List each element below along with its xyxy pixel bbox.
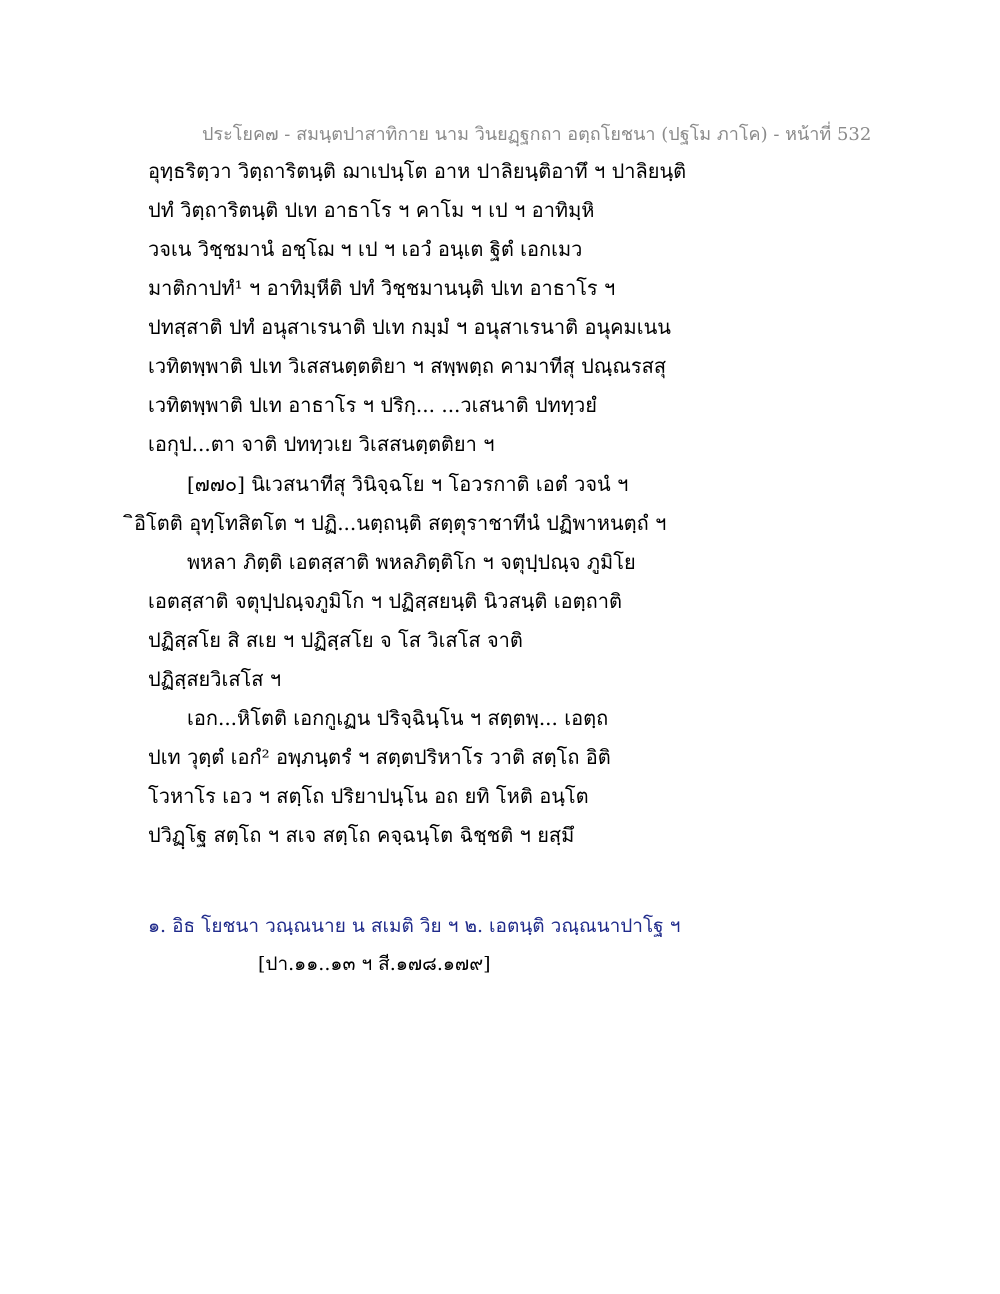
body-line: ปฏิสฺสโย สิ สเย ฯ ปฏิสฺสโย จ โส วิเสโส จาติ: [148, 628, 523, 652]
body-line: มาติกาปทํ¹ ฯ อาทิมฺหีติ ปทํ วิชฺชมานนฺติ ปเท อาธาโร ฯ: [148, 276, 616, 300]
page-header: ประโยค๗ - สมนฺตปาสาทิกาย นาม วินยฏฺฐกถา อตฺถโยชนา (ปฐโม ภาโค) - หน้าที่ 532: [202, 124, 872, 145]
body-line: เวทิตพฺพาติ ปเท อาธาโร ฯ ปริกฺ... ...วเสนาติ ปททฺวยํ: [148, 393, 597, 417]
body-line: ปฏิสฺสยวิเสโส ฯ: [148, 667, 282, 691]
body-line: ปเท วุตฺตํ เอกํ² อพฺภนฺตรํ ฯ สตฺตปริหาโร วาติ สตฺโถ อิติ: [148, 745, 611, 769]
body-line: ปวิฏฺโฐ สตฺโถ ฯ สเจ สตฺโถ คจฺฉนฺโต ฉิชฺชติ ฯ ยสฺมึ: [148, 823, 575, 847]
paragraph-start-line: [๗๗๐] นิเวสนาทีสุ วินิจฺฉโย ฯ โอวรกาติ เอตํ วจนํ ฯ: [187, 472, 629, 496]
body-line: เอกุป...ตา จาติ ปททฺวเย วิเสสนตฺตติยา ฯ: [148, 432, 495, 456]
footnote-line: ๑. อิธ โยชนา วณฺณนาย น สเมติ วิย ฯ ๒. เอตนฺติ วณฺณนาปาโฐ ฯ: [148, 915, 681, 937]
body-line: เอตสฺสาติ จตุปฺปณฺจภูมิโก ฯ ปฏิสฺสยนฺติ นิวสนฺติ เอตฺถาติ: [148, 589, 622, 613]
body-line: เวทิตพฺพาติ ปเท วิเสสนตฺตติยา ฯ สพฺพตฺถ คามาทีสุ ปณฺณรสสุ: [148, 354, 667, 378]
body-line: ปทสฺสาติ ปทํ อนุสาเรนาติ ปเท กมฺมํ ฯ อนุสาเรนาติ อนุคมเนน: [148, 315, 671, 339]
body-line: ิอิโตติ อุทฺโทสิตโต ฯ ปฏิ...นตฺถนฺติ สตฺตุราชาทีนํ ปฏิพาหนตฺถํ ฯ: [134, 511, 667, 535]
body-line: อุทฺธริตฺวา วิตฺถาริตนฺติ ฌาเปนฺโต อาห ปาลิยนฺติอาทึ ฯ ปาลิยนฺติ: [148, 159, 687, 183]
body-line: โวหาโร เอว ฯ สตฺโถ ปริยาปนฺโน อถ ยทิ โหติ อนฺโต: [148, 784, 589, 808]
paragraph-start-line: พหลา ภิตฺติ เอตสฺสาติ พหลภิตฺติโก ฯ จตุปฺปณฺจ ภูมิโย: [187, 550, 636, 574]
body-line: วจเน วิชฺชมานํ อชฺโฌ ฯ เป ฯ เอวํ อนฺเต ฐิตํ เอกเมว: [148, 237, 583, 261]
footnote-reference: [ปา.๑๑..๑๓ ฯ สี.๑๗๘.๑๗๙]: [258, 953, 491, 975]
body-line: ปทํ วิตฺถาริตนฺติ ปเท อาธาโร ฯ คาโม ฯ เป ฯ อาทิมฺหิ: [148, 198, 595, 222]
paragraph-start-line: เอก...หิโตติ เอกกูเฏน ปริจฺฉินฺโน ฯ สตฺตพฺ... เอตฺถ: [187, 706, 609, 730]
